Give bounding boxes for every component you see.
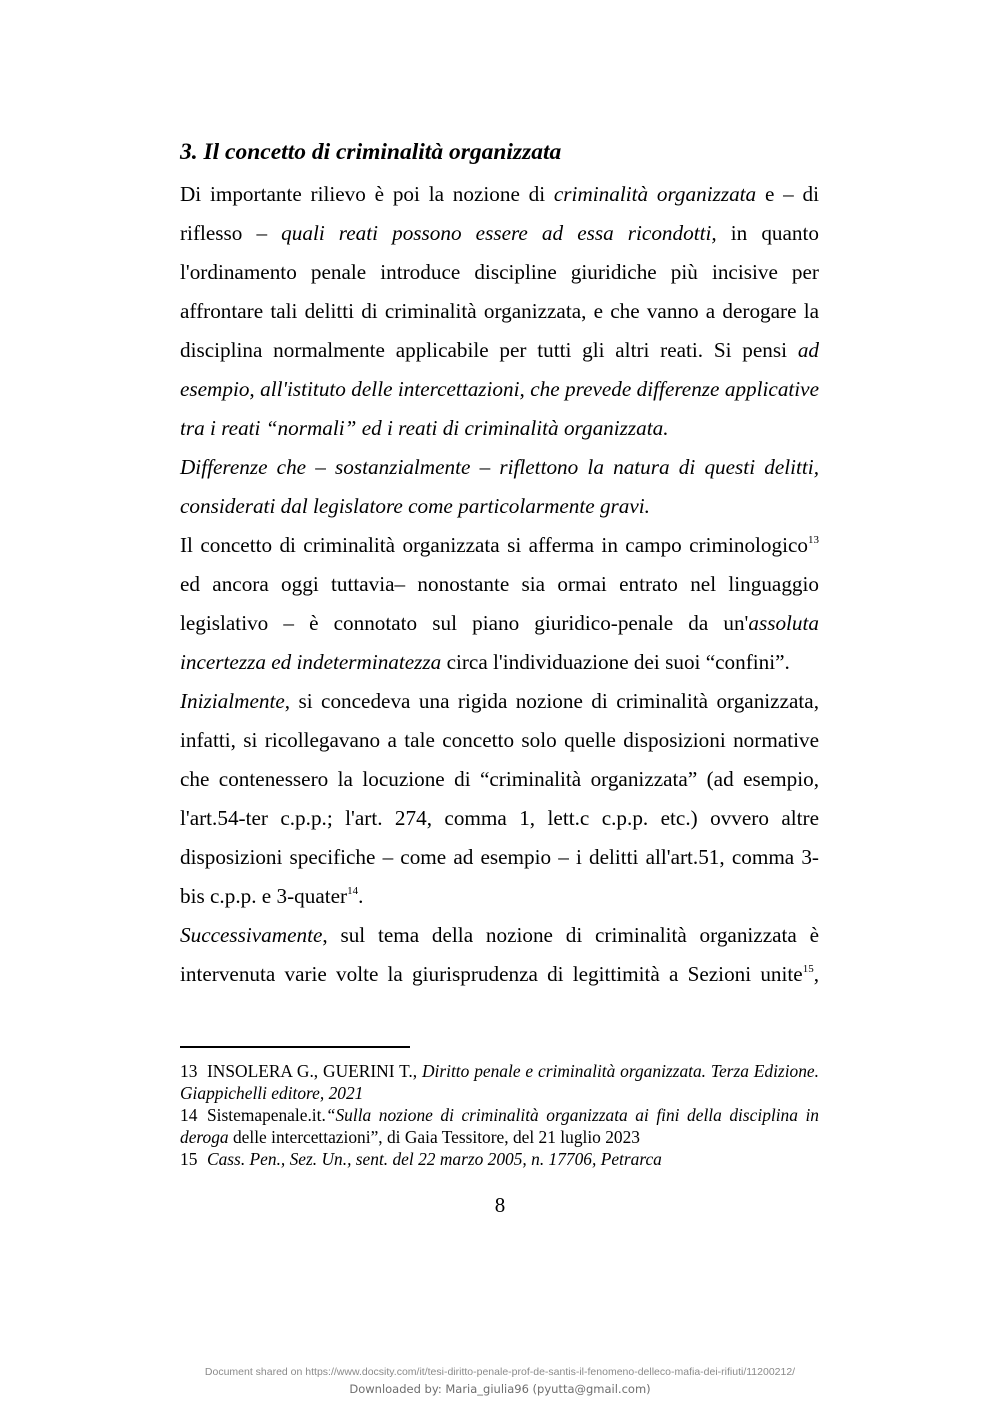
footnote-italic: Diritto penale e criminalità organizzata. Terza Edizione. Giappichelli editore, 2021 — [180, 1061, 819, 1103]
footnote-italic: “Sulla nozione di criminalità organizzata ai fini della disciplina in deroga — [180, 1105, 819, 1147]
body-text — [180, 175, 819, 994]
footnotes — [180, 1060, 819, 1170]
p4-italic-a: Inizialmente — [180, 689, 285, 713]
footnote-ref-15: 15 — [802, 963, 814, 975]
p1-text-a: Di importante rilievo è poi la nozione di — [180, 182, 554, 206]
footnote-14 — [180, 1104, 819, 1148]
section-heading: 3. Il concetto di criminalità organizzata — [180, 139, 562, 165]
footnote-ref-14: 14 — [347, 885, 359, 897]
p5-text-b: , sul tema della nozione di criminalità organizzata è intervenuta varie volte la giurisprudenza di legittimità a Sezioni unite — [180, 923, 819, 986]
footnote-text: delle intercettazioni”, di Gaia Tessitore, del 21 luglio 2023 — [228, 1127, 640, 1147]
paragraph-5 — [180, 916, 819, 994]
p2-italic: Differenze che – sostanzialmente – riflettono la natura di questi delitti, considerati dal legislatore come particolarmente gravi. — [180, 455, 819, 518]
paragraph-4 — [180, 682, 819, 916]
footnote-number: 14 — [180, 1105, 198, 1125]
footnote-13 — [180, 1060, 819, 1104]
docsity-share-link[interactable]: Document shared on https://www.docsity.com/it/tesi-diritto-penale-prof-de-santis-il-fenomeno-delleco-mafia-dei-rifiuti/11200212/ — [204, 1366, 796, 1378]
footnote-text: Sistemapenale.it. — [207, 1105, 326, 1125]
p5-italic-a: Successivamente — [180, 923, 323, 947]
footnote-italic: Cass. Pen., Sez. Un., sent. del 22 marzo 2005, n. 17706, Petrarca — [207, 1149, 662, 1169]
footnote-separator — [180, 1046, 410, 1048]
p3-text-b: ed ancora oggi tuttavia– nonostante sia ormai entrato nel linguaggio legislativo – è connotato sul piano giuridico-penale da un' — [180, 572, 819, 635]
paragraph-1 — [180, 175, 819, 448]
p1-italic-d: quali reati possono essere ad essa ricondotti, — [281, 221, 717, 245]
p3-text-a: Il concetto di criminalità organizzata si afferma in campo criminologico — [180, 533, 808, 557]
p1-italic-b: criminalità organizzata — [553, 182, 757, 206]
footnote-ref-13: 13 — [808, 534, 819, 546]
paragraph-2 — [180, 448, 819, 526]
p3-text-d: circa l'individuazione dei suoi “confini”. — [441, 650, 790, 674]
paragraph-3 — [180, 526, 819, 682]
p4-text-c: . — [358, 884, 364, 908]
download-attribution: Downloaded by: Maria_giulia96 (pyutta@gmail.com) — [349, 1382, 651, 1396]
p1-text-c: e – di riflesso – — [180, 182, 819, 245]
footnote-number: 15 — [180, 1149, 198, 1169]
footnote-text: INSOLERA G., GUERINI T., — [207, 1061, 422, 1081]
p4-text-b: , si concedeva una rigida nozione di criminalità organizzata, infatti, si ricollegavano a tale concetto solo quelle disposizioni normative che contenessero la locuzione di “criminalità organizzata” (ad esempio, l'art.54-ter c.p.p.; l'art. 274, comma 1, lett.c c.p.p. etc.) ovvero altre disposizioni specifiche – come ad esempio – i delitti all'art.51, comma 3-bis c.p.p. e 3-quater — [180, 689, 819, 908]
p1-italic-f: ad esempio, all'istituto delle intercettazioni, che prevede differenze applicative tra i reati “normali” ed i reati di criminalità organizzata. — [180, 338, 819, 440]
footnote-15 — [180, 1148, 819, 1170]
footnote-number: 13 — [180, 1061, 198, 1081]
p1-text-e: in quanto l'ordinamento penale introduce discipline giuridiche più incisive per affrontare tali delitti di criminalità organizzata, e che vanno a derogare la disciplina normalmente applicabile per tutti gli altri reati. Si pensi — [180, 221, 820, 362]
p5-text-c: , — [813, 962, 819, 986]
page-number: 8 — [494, 1193, 506, 1217]
p3-italic-c: assoluta incertezza ed indeterminatezza — [180, 611, 819, 674]
